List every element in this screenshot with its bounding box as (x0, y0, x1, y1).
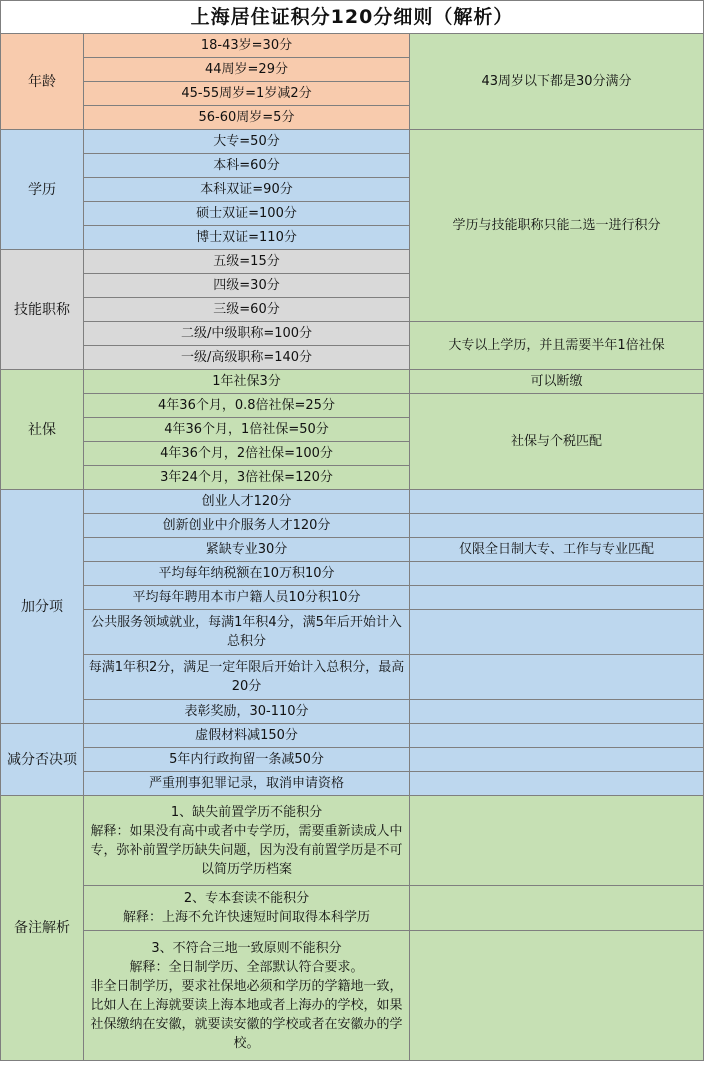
education-skill-note: 学历与技能职称只能二选一进行积分 (410, 130, 704, 322)
deduct-rule: 5年内行政拘留一条减50分 (84, 748, 410, 772)
bonus-rule: 紧缺专业30分 (84, 538, 410, 562)
deduct-note-empty (410, 724, 704, 748)
category-age: 年龄 (1, 34, 84, 130)
category-social: 社保 (1, 370, 84, 490)
social-note-tax: 社保与个税匹配 (410, 394, 704, 490)
remark-2-title: 2、专本套读不能积分 (183, 891, 310, 906)
bonus-rule: 平均每年纳税额在10万积10分 (84, 562, 410, 586)
skill-rule: 三级=60分 (84, 298, 410, 322)
bonus-rule: 表彰奖励，30-110分 (84, 700, 410, 724)
remark-1 (84, 796, 410, 886)
remark-2-body: 解释：上海不允许快速短时间取得本科学历 (122, 910, 370, 925)
category-bonus: 加分项 (1, 490, 84, 724)
bonus-rule: 创新创业中介服务人才120分 (84, 514, 410, 538)
social-rule: 4年36个月，0.8倍社保=25分 (84, 394, 410, 418)
bonus-note-empty (410, 562, 704, 586)
remark-3 (84, 931, 410, 1061)
social-note-interrupt: 可以断缴 (410, 370, 704, 394)
education-rule: 本科双证=90分 (84, 178, 410, 202)
age-rule: 44周岁=29分 (84, 58, 410, 82)
social-rule: 3年24个月，3倍社保=120分 (84, 466, 410, 490)
remark-1-title: 1、缺失前置学历不能积分 (170, 804, 323, 820)
skill-rule: 一级/高级职称=140分 (84, 346, 410, 370)
page-title: 上海居住证积分120分细则（解析） (1, 1, 704, 34)
skill-rule: 四级=30分 (84, 274, 410, 298)
category-deduct: 减分否决项 (1, 724, 84, 796)
remark-note-empty (410, 931, 704, 1061)
deduct-rule: 虚假材料减150分 (84, 724, 410, 748)
bonus-note-empty (410, 490, 704, 514)
remark-3-title: 3、不符合三地一致原则不能积分 (151, 940, 342, 956)
category-education: 学历 (1, 130, 84, 250)
social-rule: 4年36个月，2倍社保=100分 (84, 442, 410, 466)
skill-rule: 五级=15分 (84, 250, 410, 274)
bonus-note-empty (410, 586, 704, 610)
bonus-note-empty (410, 655, 704, 700)
bonus-note-empty (410, 700, 704, 724)
education-rule: 硕士双证=100分 (84, 202, 410, 226)
age-rule: 18-43岁=30分 (84, 34, 410, 58)
bonus-note-empty (410, 514, 704, 538)
skill-note: 大专以上学历，并且需要半年1倍社保 (410, 322, 704, 370)
bonus-note: 仅限全日制大专、工作与专业匹配 (410, 538, 704, 562)
bonus-rule: 每满1年积2分，满足一定年限后开始计入总积分，最高20分 (84, 655, 410, 700)
bonus-rule: 公共服务领域就业，每满1年积4分，满5年后开始计入总积分 (84, 610, 410, 655)
remark-note-empty (410, 886, 704, 931)
deduct-note-empty (410, 748, 704, 772)
education-rule: 本科=60分 (84, 154, 410, 178)
deduct-note-empty (410, 772, 704, 796)
bonus-rule: 平均每年聘用本市户籍人员10分积10分 (84, 586, 410, 610)
category-remarks: 备注解析 (1, 796, 84, 1061)
age-note: 43周岁以下都是30分满分 (410, 34, 704, 130)
remark-3-body-2: 非全日制学历，要求社保地必须和学历的学籍地一致，比如人在上海就要读上海本地或者上海办的学校，如果社保缴纳在安徽，就要读安徽的学校或者在安徽办的学校。 (90, 978, 403, 1051)
education-rule: 博士双证=110分 (84, 226, 410, 250)
skill-rule: 二级/中级职称=100分 (84, 322, 410, 346)
remark-1-body: 解释：如果没有高中或者中专学历，需要重新读成人中专，弥补前置学历缺失问题，因为没有前置学历是不可以简历学历档案 (90, 823, 403, 877)
age-rule: 45-55周岁=1岁减2分 (84, 82, 410, 106)
category-skill: 技能职称 (1, 250, 84, 370)
education-rule: 大专=50分 (84, 130, 410, 154)
remark-3-body-1: 解释：全日制学历、全部默认符合要求。 (129, 959, 364, 975)
bonus-note-empty (410, 610, 704, 655)
social-rule: 1年社保3分 (84, 370, 410, 394)
age-rule: 56-60周岁=5分 (84, 106, 410, 130)
deduct-rule: 严重刑事犯罪记录，取消申请资格 (84, 772, 410, 796)
remark-2 (84, 886, 410, 931)
social-rule: 4年36个月，1倍社保=50分 (84, 418, 410, 442)
bonus-rule: 创业人才120分 (84, 490, 410, 514)
remark-note-empty (410, 796, 704, 886)
